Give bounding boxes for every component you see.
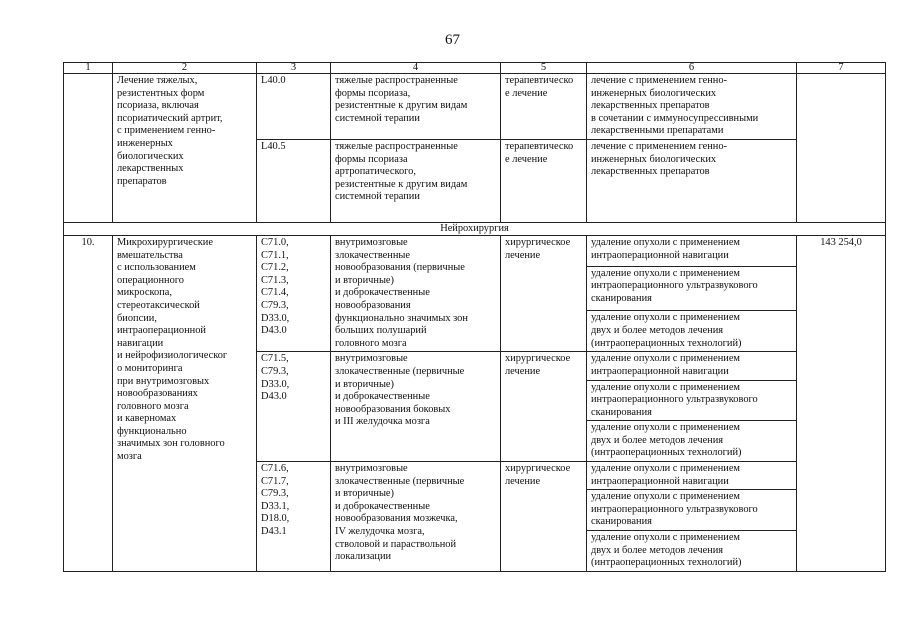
treatment-type: терапевтическо е лечение — [501, 139, 587, 222]
icd-codes: C71.6, C71.7, C79.3, D33.1, D18.0, D43.1 — [257, 462, 331, 572]
header-col-2: 2 — [113, 63, 257, 74]
header-col-5: 5 — [501, 63, 587, 74]
treatment-method: удаление опухоли с применением интраоперационной навигации — [587, 352, 797, 380]
header-col-1: 1 — [64, 63, 113, 74]
table-row — [64, 235, 886, 266]
treatment-type: хирургическое лечение — [501, 235, 587, 351]
table-row — [64, 74, 886, 140]
patient-model: внутримозговые злокачественные (первичные и вторичные) и доброкачественные новообразования мозжечка, IV желудочка мозга, стволовой и параствольной локализации — [331, 462, 501, 572]
row-number: 10. — [64, 235, 113, 571]
care-type-name: Лечение тяжелых, резистентных форм псориаза, включая псориатический артрит, с применением генно- инженерных биологических лекарственных препаратов — [113, 74, 257, 223]
icd-codes: C71.5, C79.3, D33.0, D43.0 — [257, 352, 331, 462]
header-col-3: 3 — [257, 63, 331, 74]
treatment-method: удаление опухоли с применением интраоперационного ультразвукового сканирования — [587, 380, 797, 421]
treatment-method: лечение с применением генно- инженерных биологических лекарственных препаратов в сочетании с иммуносупрессивными лекарственными препаратами — [587, 74, 797, 140]
cost-value: 143 254,0 — [797, 235, 886, 571]
treatment-type: хирургическое лечение — [501, 462, 587, 572]
patient-model: внутримозговые злокачественные (первичные и вторичные) и доброкачественные новообразования боковых и III желудочка мозга — [331, 352, 501, 462]
treatment-method: удаление опухоли с применением интраоперационного ультразвукового сканирования — [587, 490, 797, 531]
treatment-method: удаление опухоли с применением интраоперационного ультразвукового сканирования — [587, 266, 797, 311]
cost-cell — [797, 74, 886, 223]
row-number-cell — [64, 74, 113, 223]
header-col-7: 7 — [797, 63, 886, 74]
medical-care-table — [63, 62, 886, 572]
patient-model: тяжелые распространенные формы псориаза, резистентные к другим видам системной терапии — [331, 74, 501, 140]
treatment-method: удаление опухоли с применением двух и более методов лечения (интраоперационных технологий) — [587, 531, 797, 572]
treatment-method: удаление опухоли с применением двух и более методов лечения (интраоперационных технологий) — [587, 311, 797, 352]
header-col-6: 6 — [587, 63, 797, 74]
treatment-method: удаление опухоли с применением интраоперационной навигации — [587, 235, 797, 266]
treatment-type: терапевтическо е лечение — [501, 74, 587, 140]
section-row — [64, 222, 886, 235]
patient-model: тяжелые распространенные формы псориаза артропатического, резистентные к другим видам системной терапии — [331, 139, 501, 222]
care-type-name: Микрохирургические вмешательства с использованием операционного микроскопа, стереотаксической биопсии, интраоперационной навигации и нейрофизиологическог о мониторинга при внутримозговых новообразованиях головного мозга и каверномах функционально значимых зон головного мозга — [113, 235, 257, 571]
header-col-4: 4 — [331, 63, 501, 74]
section-title: Нейрохирургия — [64, 222, 886, 235]
header-row — [64, 63, 886, 74]
icd-codes: L40.0 — [257, 74, 331, 140]
treatment-method: удаление опухоли с применением двух и более методов лечения (интраоперационных технологий) — [587, 421, 797, 462]
patient-model: внутримозговые злокачественные новообразования (первичные и вторичные) и доброкачественные новообразования функционально значимых зон больших полушарий головного мозга — [331, 235, 501, 351]
treatment-type: хирургическое лечение — [501, 352, 587, 462]
icd-codes: L40.5 — [257, 139, 331, 222]
page-number: 67 — [445, 32, 460, 48]
treatment-method: удаление опухоли с применением интраоперационной навигации — [587, 462, 797, 490]
treatment-method: лечение с применением генно- инженерных биологических лекарственных препаратов — [587, 139, 797, 222]
icd-codes: C71.0, C71.1, C71.2, C71.3, C71.4, C79.3, D33.0, D43.0 — [257, 235, 331, 351]
